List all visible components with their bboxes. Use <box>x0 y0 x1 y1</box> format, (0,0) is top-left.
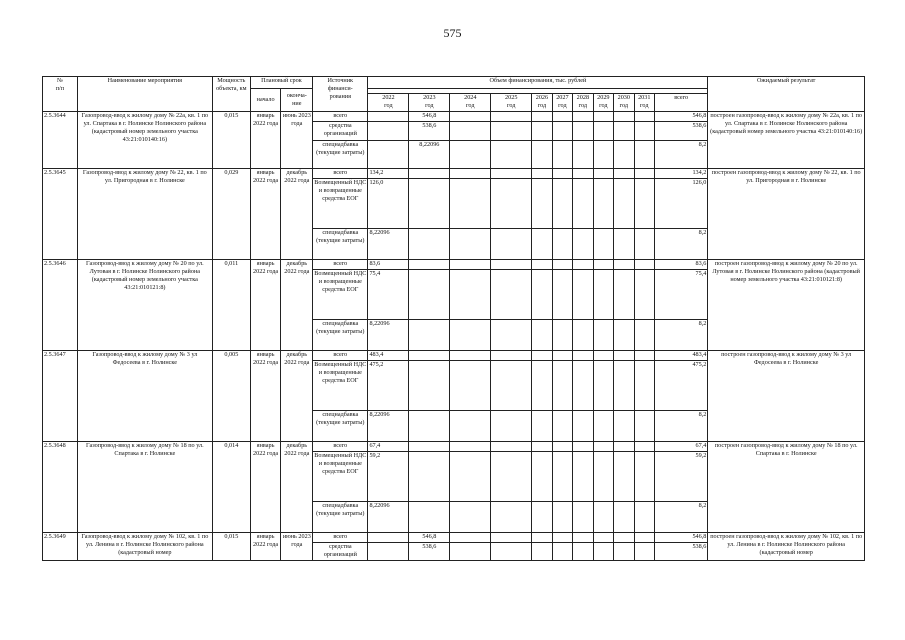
value-empty <box>573 351 593 361</box>
end-date: декабрь 2022 года <box>281 442 313 533</box>
value-2023 <box>409 270 450 320</box>
expected-result: построен газопровод-ввод к жилому дому № 20 по ул. Лутовая в г. Нолинске Нолинского района (кадастровый номер земельного участка 43:21:010121:8) <box>708 260 865 351</box>
header-year: 2027 год <box>552 94 572 112</box>
header-period: Плановый срок <box>250 77 312 89</box>
value-empty <box>614 533 634 543</box>
measure-name: Газопровод-ввод к жилому дому № 3 ул Федосеева в г. Нолинске <box>77 351 212 442</box>
header-year: 2022 год <box>368 94 409 112</box>
value-empty <box>573 543 593 561</box>
value-empty <box>614 320 634 351</box>
value-2022: 475,2 <box>368 361 409 411</box>
value-empty <box>634 169 654 179</box>
value-empty <box>552 260 572 270</box>
table-row <box>43 442 865 452</box>
value-empty <box>593 229 613 260</box>
value-total: 8,2 <box>655 411 708 442</box>
value-empty <box>634 361 654 411</box>
funding-source: Возмещенный НДС и возвращенные средства ЕОГ <box>313 361 368 411</box>
value-2023 <box>409 351 450 361</box>
value-empty <box>593 122 613 141</box>
measure-name: Газопровод-ввод к жилому дому № 102, кв. 1 по ул. Ленина в г. Нолинске Нолинского района (кадастровый номер <box>77 533 212 561</box>
value-2023 <box>409 442 450 452</box>
capacity-value: 0,014 <box>212 442 250 533</box>
value-empty <box>573 229 593 260</box>
value-empty <box>573 179 593 229</box>
value-2023 <box>409 411 450 442</box>
value-2022: 67,4 <box>368 442 409 452</box>
value-empty <box>593 502 613 533</box>
value-empty <box>450 361 491 411</box>
value-2022 <box>368 112 409 122</box>
header-name: Наименование мероприятия <box>77 77 212 112</box>
value-empty <box>552 543 572 561</box>
value-empty <box>614 169 634 179</box>
value-empty <box>450 533 491 543</box>
funding-source: спецнадбавка (текущие затраты) <box>313 320 368 351</box>
funding-source: средства организаций <box>313 122 368 141</box>
value-empty <box>593 260 613 270</box>
value-empty <box>593 112 613 122</box>
value-empty <box>552 452 572 502</box>
funding-source: спецнадбавка (текущие затраты) <box>313 141 368 169</box>
value-empty <box>532 502 552 533</box>
value-2022: 134,2 <box>368 169 409 179</box>
value-empty <box>450 229 491 260</box>
value-empty <box>450 260 491 270</box>
funding-source: средства организаций <box>313 543 368 561</box>
value-empty <box>532 229 552 260</box>
value-2023 <box>409 260 450 270</box>
start-date: январь 2022 года <box>250 442 281 533</box>
value-empty <box>634 122 654 141</box>
measure-name: Газопровод-ввод к жилому дому № 20 по ул. Лутовая в г. Нолинске Нолинского района (кадастровый номер земельного участка 43:21:010121:8) <box>77 260 212 351</box>
value-empty <box>593 411 613 442</box>
value-empty <box>614 452 634 502</box>
start-date: январь 2022 года <box>250 169 281 260</box>
header-num: № п/п <box>43 77 78 112</box>
header-year: 2023 год <box>409 94 450 112</box>
value-empty <box>573 141 593 169</box>
value-empty <box>573 112 593 122</box>
funding-source: спецнадбавка (текущие затраты) <box>313 411 368 442</box>
value-empty <box>634 502 654 533</box>
value-empty <box>634 442 654 452</box>
value-2022 <box>368 533 409 543</box>
value-empty <box>552 411 572 442</box>
value-empty <box>552 361 572 411</box>
header-end: оконча- ние <box>281 89 313 112</box>
value-empty <box>634 179 654 229</box>
value-empty <box>614 442 634 452</box>
value-empty <box>491 179 532 229</box>
value-empty <box>450 141 491 169</box>
row-number: 2.5.3648 <box>43 442 78 533</box>
value-empty <box>491 351 532 361</box>
value-empty <box>614 112 634 122</box>
value-empty <box>491 543 532 561</box>
value-empty <box>450 270 491 320</box>
capacity-value: 0,015 <box>212 533 250 561</box>
value-total: 546,8 <box>655 112 708 122</box>
value-empty <box>614 122 634 141</box>
value-empty <box>634 260 654 270</box>
value-empty <box>532 411 552 442</box>
value-empty <box>450 351 491 361</box>
header-capacity: Мощность объекта, км <box>212 77 250 112</box>
expected-result: построен газопровод-ввод к жилому дому № 22, кв. 1 по ул. Пригородная в г. Нолинске <box>708 169 865 260</box>
value-empty <box>552 229 572 260</box>
measure-name: Газопровод-ввод к жилому дому № 22а, кв. 1 по ул. Спартака в г. Нолинске Нолинского района (кадастровый номер земельного участка 43:21:010140:16) <box>77 112 212 169</box>
value-empty <box>573 270 593 320</box>
table-row <box>43 351 865 361</box>
value-empty <box>532 351 552 361</box>
value-empty <box>532 533 552 543</box>
end-date: декабрь 2022 года <box>281 351 313 442</box>
value-2022: 126,0 <box>368 179 409 229</box>
value-empty <box>532 179 552 229</box>
value-empty <box>614 351 634 361</box>
value-empty <box>614 270 634 320</box>
value-2023 <box>409 361 450 411</box>
row-number: 2.5.3646 <box>43 260 78 351</box>
value-empty <box>491 270 532 320</box>
value-total: 538,6 <box>655 543 708 561</box>
value-empty <box>573 361 593 411</box>
value-empty <box>593 179 613 229</box>
end-date: июнь 2023 года <box>281 112 313 169</box>
value-empty <box>532 361 552 411</box>
value-empty <box>450 442 491 452</box>
value-2023 <box>409 169 450 179</box>
value-empty <box>491 112 532 122</box>
header-year: 2029 год <box>593 94 613 112</box>
value-empty <box>450 169 491 179</box>
value-empty <box>532 442 552 452</box>
value-total: 538,6 <box>655 122 708 141</box>
value-empty <box>491 452 532 502</box>
funding-source: Возмещенный НДС и возвращенные средства ЕОГ <box>313 179 368 229</box>
value-empty <box>634 533 654 543</box>
value-2023: 546,8 <box>409 533 450 543</box>
value-2023 <box>409 320 450 351</box>
capacity-value: 0,029 <box>212 169 250 260</box>
value-empty <box>634 452 654 502</box>
value-empty <box>634 351 654 361</box>
table-row <box>43 533 865 543</box>
value-empty <box>634 270 654 320</box>
value-empty <box>573 169 593 179</box>
end-date: декабрь 2022 года <box>281 169 313 260</box>
header-year: 2024 год <box>450 94 491 112</box>
expected-result: построен газопровод-ввод к жилому дому № 18 по ул. Спартака в г. Нолинске <box>708 442 865 533</box>
value-2022: 8,22096 <box>368 411 409 442</box>
value-2023 <box>409 452 450 502</box>
value-empty <box>593 320 613 351</box>
value-2022 <box>368 543 409 561</box>
funding-source: всего <box>313 351 368 361</box>
value-empty <box>593 169 613 179</box>
funding-source: спецнадбавка (текущие затраты) <box>313 229 368 260</box>
value-empty <box>593 351 613 361</box>
value-empty <box>552 270 572 320</box>
value-empty <box>552 141 572 169</box>
header-result: Ожидаемый результат <box>708 77 865 112</box>
funding-source: всего <box>313 169 368 179</box>
value-empty <box>634 320 654 351</box>
value-2022: 8,22096 <box>368 320 409 351</box>
value-empty <box>634 411 654 442</box>
value-empty <box>614 502 634 533</box>
page-number: 575 <box>443 26 462 40</box>
value-empty <box>614 543 634 561</box>
value-empty <box>552 442 572 452</box>
start-date: январь 2022 года <box>250 533 281 561</box>
expected-result: построен газопровод-ввод к жилому дому № 102, кв. 1 по ул. Ленина в г. Нолинске Нолинского района (кадастровый номер <box>708 533 865 561</box>
capacity-value: 0,015 <box>212 112 250 169</box>
value-empty <box>593 141 613 169</box>
table-row <box>43 112 865 122</box>
funding-source: всего <box>313 260 368 270</box>
value-empty <box>450 452 491 502</box>
funding-source: Возмещенный НДС и возвращенные средства ЕОГ <box>313 270 368 320</box>
value-2023: 8,22096 <box>409 141 450 169</box>
value-2023: 538,6 <box>409 122 450 141</box>
value-empty <box>491 533 532 543</box>
value-empty <box>573 533 593 543</box>
funding-source: спецнадбавка (текущие затраты) <box>313 502 368 533</box>
value-empty <box>614 260 634 270</box>
capacity-value: 0,005 <box>212 351 250 442</box>
value-2022 <box>368 141 409 169</box>
value-empty <box>532 112 552 122</box>
header-year: 2031 год <box>634 94 654 112</box>
value-empty <box>491 141 532 169</box>
value-empty <box>634 112 654 122</box>
financing-table <box>42 76 865 561</box>
value-empty <box>552 169 572 179</box>
value-2022 <box>368 122 409 141</box>
value-total: 546,8 <box>655 533 708 543</box>
value-empty <box>450 179 491 229</box>
funding-source: всего <box>313 533 368 543</box>
start-date: январь 2022 года <box>250 351 281 442</box>
value-total: 83,6 <box>655 260 708 270</box>
value-empty <box>593 452 613 502</box>
header-total: всего <box>655 94 708 112</box>
value-empty <box>491 260 532 270</box>
value-empty <box>614 141 634 169</box>
header-year: 2025 год <box>491 94 532 112</box>
value-empty <box>634 543 654 561</box>
value-empty <box>593 270 613 320</box>
value-2022: 75,4 <box>368 270 409 320</box>
value-2022: 8,22096 <box>368 229 409 260</box>
value-empty <box>552 179 572 229</box>
expected-result: построен газопровод-ввод к жилому дому № 22а, кв. 1 по ул. Спартака в г. Нолинске Нолинского района (кадастровый номер земельного участка 43:21:010140:16) <box>708 112 865 169</box>
end-date: декабрь 2022 года <box>281 260 313 351</box>
value-empty <box>614 229 634 260</box>
funding-source: всего <box>313 442 368 452</box>
funding-source: Возмещенный НДС и возвращенные средства ЕОГ <box>313 452 368 502</box>
table-row <box>43 260 865 270</box>
value-empty <box>491 442 532 452</box>
value-2023 <box>409 502 450 533</box>
value-total: 8,2 <box>655 320 708 351</box>
value-2023: 546,8 <box>409 112 450 122</box>
value-total: 8,2 <box>655 141 708 169</box>
value-total: 75,4 <box>655 270 708 320</box>
value-empty <box>573 260 593 270</box>
value-empty <box>573 122 593 141</box>
value-empty <box>450 502 491 533</box>
value-empty <box>614 361 634 411</box>
value-total: 8,2 <box>655 502 708 533</box>
value-empty <box>532 543 552 561</box>
value-empty <box>450 320 491 351</box>
header-year: 2030 год <box>614 94 634 112</box>
header-volume: Объем финансирования, тыс. рублей <box>368 77 708 89</box>
value-empty <box>552 320 572 351</box>
value-empty <box>573 502 593 533</box>
header-start: начало <box>250 89 281 112</box>
capacity-value: 0,011 <box>212 260 250 351</box>
value-empty <box>491 320 532 351</box>
value-empty <box>634 141 654 169</box>
value-empty <box>450 122 491 141</box>
value-2022: 83,6 <box>368 260 409 270</box>
value-empty <box>491 502 532 533</box>
row-number: 2.5.3647 <box>43 351 78 442</box>
row-number: 2.5.3645 <box>43 169 78 260</box>
value-empty <box>573 452 593 502</box>
value-empty <box>532 270 552 320</box>
expected-result: построен газопровод-ввод к жилому дому № 3 ул Федосеева в г. Нолинске <box>708 351 865 442</box>
value-empty <box>491 411 532 442</box>
value-empty <box>552 112 572 122</box>
value-total: 67,4 <box>655 442 708 452</box>
header-year: 2028 год <box>573 94 593 112</box>
value-empty <box>573 442 593 452</box>
value-empty <box>532 122 552 141</box>
value-empty <box>634 229 654 260</box>
value-total: 126,0 <box>655 179 708 229</box>
end-date: июнь 2023 года <box>281 533 313 561</box>
value-empty <box>593 442 613 452</box>
measure-name: Газопровод-ввод к жилому дому № 22, кв. 1 по ул. Пригородная в г. Нолинске <box>77 169 212 260</box>
value-empty <box>552 351 572 361</box>
funding-source: всего <box>313 112 368 122</box>
table-row <box>43 169 865 179</box>
value-empty <box>450 411 491 442</box>
header-source: Источник финанси- рования <box>313 77 368 112</box>
value-empty <box>593 361 613 411</box>
value-empty <box>532 320 552 351</box>
value-2023 <box>409 229 450 260</box>
value-total: 475,2 <box>655 361 708 411</box>
header-year: 2026 год <box>532 94 552 112</box>
value-total: 8,2 <box>655 229 708 260</box>
value-empty <box>614 179 634 229</box>
value-empty <box>532 141 552 169</box>
value-empty <box>491 229 532 260</box>
value-empty <box>450 112 491 122</box>
value-empty <box>593 543 613 561</box>
value-empty <box>491 169 532 179</box>
value-2022: 483,4 <box>368 351 409 361</box>
start-date: январь 2022 года <box>250 260 281 351</box>
value-2022: 59,2 <box>368 452 409 502</box>
value-2023: 538,6 <box>409 543 450 561</box>
value-2023 <box>409 179 450 229</box>
value-total: 59,2 <box>655 452 708 502</box>
value-empty <box>450 543 491 561</box>
measure-name: Газопровод-ввод к жилому дому № 18 по ул. Спартака в г. Нолинске <box>77 442 212 533</box>
value-empty <box>614 411 634 442</box>
value-empty <box>532 260 552 270</box>
value-empty <box>532 452 552 502</box>
row-number: 2.5.3649 <box>43 533 78 561</box>
start-date: январь 2022 года <box>250 112 281 169</box>
value-2022: 8,22096 <box>368 502 409 533</box>
value-empty <box>552 533 572 543</box>
value-empty <box>573 320 593 351</box>
value-total: 134,2 <box>655 169 708 179</box>
value-empty <box>552 502 572 533</box>
row-number: 2.5.3644 <box>43 112 78 169</box>
value-empty <box>593 533 613 543</box>
value-total: 483,4 <box>655 351 708 361</box>
value-empty <box>573 411 593 442</box>
value-empty <box>491 122 532 141</box>
value-empty <box>552 122 572 141</box>
value-empty <box>532 169 552 179</box>
value-empty <box>491 361 532 411</box>
